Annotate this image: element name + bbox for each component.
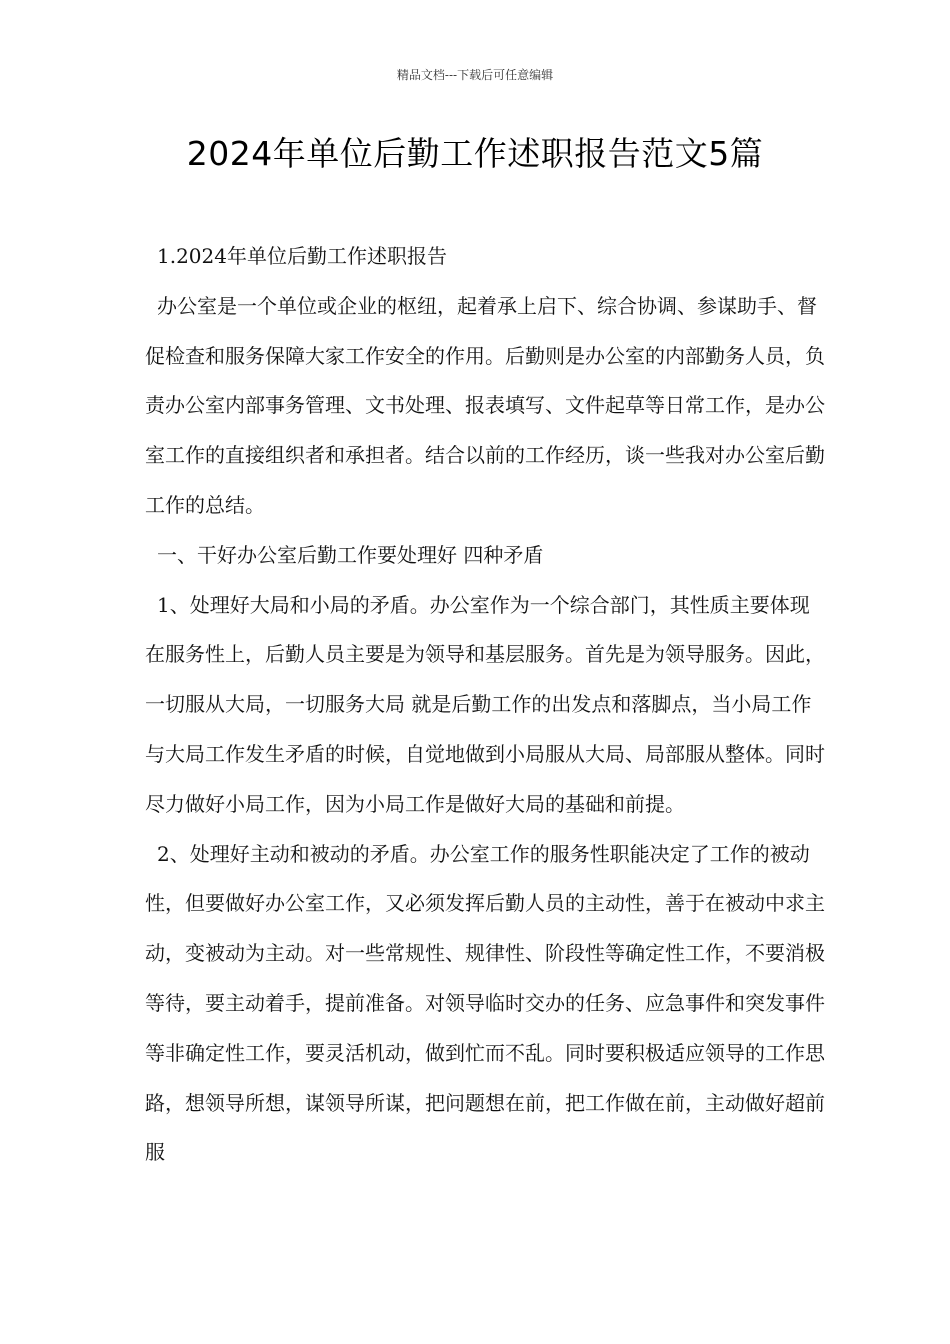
section-heading: 1.2024年单位后勤工作述职报告 <box>157 244 447 268</box>
paragraph: 2、处理好主动和被动的矛盾。办公室工作的服务性职能决定了工作的被动性，但要做好办公室工作，又必须发挥后勤人员的主动性，善于在被动中求主动，变被动为主动。对一些常规性、规律性、阶段性等确定性工作，不要消极等待，要主动着手，提前准备。对领导临时交办的任务、应急事件和突发事件等非确定性工作，要灵活机动，做到忙而不乱。同时要积极适应领导的工作思路，想领导所想，谋领导所谋，把问题想在前，把工作做在前，主动做好超前服 <box>145 841 825 1165</box>
document-body <box>145 232 825 1178</box>
header-note: 精品文档---下载后可任意编辑 <box>396 68 554 82</box>
paragraph: 1、处理好大局和小局的矛盾。办公室作为一个综合部门，其性质主要体现在服务性上，后勤人员主要是为领导和基层服务。首先是为领导服务。因此， 一切服从大局，一切服务大局 就是后勤工作的出发点和落脚点，当小局工作与大局工作发生矛盾的时候，自觉地做到小局服从大局、局部服从整体。同时尽力做好小局工作，因为小局工作是做好大局的基础和前提。 <box>145 592 825 816</box>
document-title: 2024年单位后勤工作述职报告范文5篇 <box>186 134 764 173</box>
section-heading: 一、干好办公室后勤工作要处理好 四种矛盾 <box>157 542 544 567</box>
paragraph: 办公室是一个单位或企业的枢纽，起着承上启下、综合协调、参谋助手、督促检查和服务保障大家工作安全的作用。后勤则是办公室的内部勤务人员，负责办公室内部事务管理、文书处理、报表填写、文件起草等日常工作，是办公室工作的直接组织者和承担者。结合以前的工作经历，谈一些我对办公室后勤工作的总结。 <box>145 293 825 517</box>
